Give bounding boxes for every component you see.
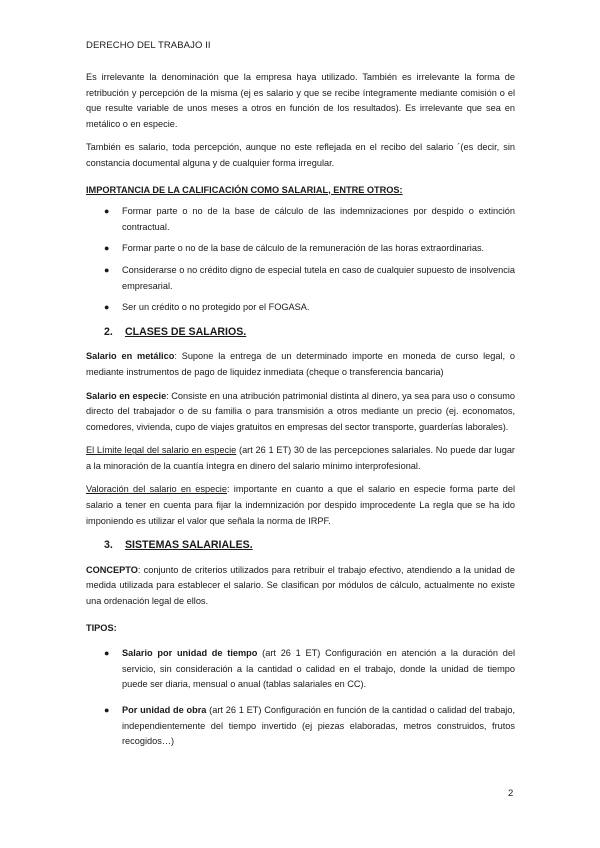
- tipos-list: [86, 646, 515, 750]
- intro-paragraph-2: También es salario, toda percepción, aunque no este reflejada en el recibo del salario ´(es decir, sin constancia documental alguna y de cualquier forma irregular.: [86, 142, 515, 168]
- bullet-icon: ●: [104, 705, 110, 715]
- tipos-label-text: TIPOS:: [86, 622, 117, 633]
- bullet-icon: ●: [104, 243, 110, 254]
- term: Valoración del salario en especie: [86, 484, 227, 495]
- list-item-text: Formar parte o no de la base de cálculo de las indemnizaciones por despido o extinción contractual.: [122, 206, 515, 232]
- importancia-heading-text: IMPORTANCIA DE LA CALIFICACIÓN COMO SALARIAL, ENTRE OTROS:: [86, 184, 403, 195]
- tipos-label: [86, 621, 515, 637]
- bullet-icon: ●: [104, 302, 110, 313]
- list-item: [86, 241, 515, 257]
- list-item: [86, 204, 515, 235]
- list-item: [86, 703, 515, 750]
- page-number: 2: [508, 788, 514, 799]
- term: Salario por unidad de tiempo: [122, 648, 258, 659]
- term: Salario en metálico: [86, 351, 175, 362]
- section-number: 3.: [104, 539, 113, 552]
- definition: (art 26 1 ET) Configuración en función de la cantidad o calidad del trabajo, independientemente del tiempo invertido (ej piezas elaboradas, metros construidos, frutos recogidos…): [122, 705, 516, 747]
- list-item: [86, 263, 515, 294]
- term: El Límite legal del salario en especie: [86, 445, 237, 456]
- list-item-text: Formar parte o no de la base de cálculo de la remuneración de las horas extraordinarias.: [122, 243, 485, 254]
- list-item-text: Ser un crédito o no protegido por el FOGASA.: [122, 302, 310, 313]
- paragraph-especie: [86, 389, 515, 436]
- importancia-list: [86, 204, 515, 316]
- list-item: [86, 646, 515, 693]
- definition: (art 26 1 ET) Configuración en atención a la duración del servicio, sin consideración a la cantidad o calidad en el trabajo, donde la unidad de tiempo puede ser diaria, mensual o anual (tablas salariales en CC).: [122, 648, 515, 690]
- bullet-icon: ●: [104, 206, 110, 217]
- list-item-text: Considerarse o no crédito digno de especial tutela en caso de cualquier supuesto de insolvencia empresarial.: [122, 264, 515, 291]
- definition: : conjunto de criterios utilizados para retribuir el trabajo efectivo, atendiendo a la unidad de medida utilizada para establecer el salario. Se clasifican por módulos de cálculo, actualmente no existe una ordenación legal de ellos.: [86, 564, 515, 607]
- term: Salario en especie: [86, 390, 167, 401]
- paragraph-valoracion: [86, 482, 515, 529]
- definition: : importante en cuanto a que el salario en especie forma parte del salario a tener en cuenta para fijar la indemnización por despido improcedente La regla que se ha ido imponiendo es utilizar el valor que señala la norma de IRPF.: [86, 484, 516, 526]
- importancia-heading: [86, 183, 515, 199]
- list-item: [86, 300, 515, 316]
- section-title: CLASES DE SALARIOS.: [124, 325, 247, 338]
- running-header: DERECHO DEL TRABAJO II: [86, 40, 211, 51]
- section-heading-clases: [86, 325, 515, 341]
- paragraph-limite: [86, 443, 515, 474]
- term: CONCEPTO: [86, 564, 138, 575]
- term: Por unidad de obra: [122, 705, 207, 715]
- paragraph-metalico: [86, 349, 515, 380]
- page-body: [86, 70, 515, 756]
- definition: : Supone la entrega de un determinado importe en moneda de curso legal, o mediante instrumentos de pago de liquidez inmediata (cheque o transferencia bancaria): [86, 351, 515, 377]
- intro-paragraph-1: Es irrelevante la denominación que la empresa haya utilizado. También es irrelevante la forma de retribución y percepción de la misma (ej es salario y que se recibe íntegramente mediante comisión o el que resulte variable de unos meses a otros en función de los resultados). Es irrelevante que sea en metálico o en especie.: [86, 72, 515, 129]
- definition: : Consiste en una atribución patrimonial distinta al dinero, ya sea para uso o consumo directo del trabajador o de su familia o para transmisión a otros mediante un precio (ej. economatos, comedores, vivienda, cupo de viajes gratuitos en empresas del sector transporte, guarderías laborales).: [86, 390, 516, 432]
- section-number: 2.: [104, 325, 113, 338]
- definition: (art 26 1 ET) 30 de las percepciones salariales. No puede dar lugar a la minoración de la cuantía íntegra en dinero del salario mínimo interprofesional.: [86, 445, 515, 471]
- section-heading-sistemas: [86, 538, 515, 554]
- bullet-icon: ●: [104, 264, 110, 275]
- section-title: SISTEMAS SALARIALES.: [124, 539, 253, 552]
- bullet-icon: ●: [104, 648, 110, 659]
- paragraph-concepto: [86, 563, 515, 610]
